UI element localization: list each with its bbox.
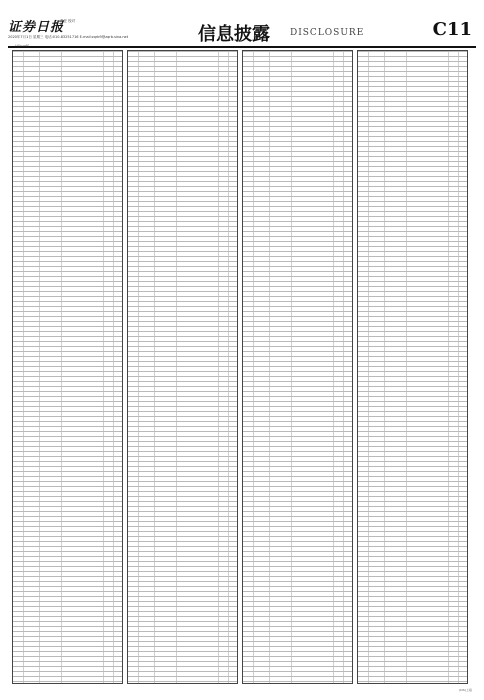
editor-meta: 责任 校对: [60, 19, 76, 23]
masthead: 证券日报: [8, 20, 65, 35]
disclosure-body: [12, 44, 472, 688]
section-title-en: DISCLOSURE: [290, 28, 365, 38]
data-table-column-2: [127, 50, 238, 684]
page-footnote: (CIS)上接: [458, 688, 472, 692]
continuation-note: 上接C10版: [14, 44, 29, 48]
data-table-column-1: [12, 50, 123, 684]
page-number: C11: [432, 19, 472, 40]
data-table-column-3: [242, 50, 353, 684]
page-header: [8, 16, 476, 48]
data-table-column-4: [357, 50, 468, 684]
section-title: 信息披露: [198, 24, 270, 45]
date-contact-meta: 2020年7月1日 星期三 电话:010-83251716 E-mail:zqrb9@zqrb.sina.net: [8, 35, 129, 39]
